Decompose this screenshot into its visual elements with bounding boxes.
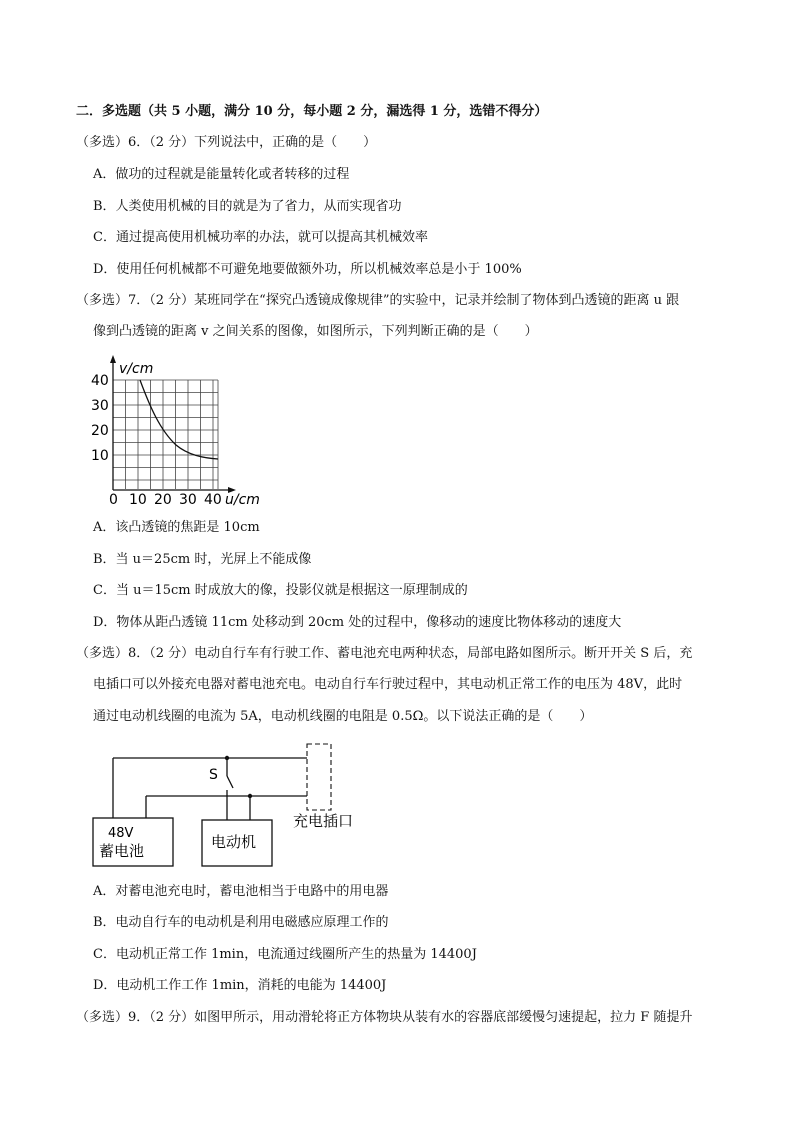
- q8-stem-line2: 电插口可以外接充电器对蓄电池充电。电动自行车行驶过程中，其电动机正常工作的电压为 48V，此时: [93, 677, 683, 692]
- y-tick-40: 40: [91, 373, 109, 389]
- q6-option-a[interactable]: A．做功的过程就是能量转化或者转移的过程: [93, 167, 350, 182]
- q7-stem-line2: 像到凸透镜的距离 v 之间关系的图像，如图所示，下列判断正确的是（ ）: [93, 324, 538, 339]
- q8-stem-line3: 通过电动机线圈的电流为 5A，电动机线圈的电阻是 0.5Ω。以下说法正确的是（ ）: [93, 709, 593, 724]
- x-tick-0: 0: [109, 492, 118, 508]
- charging-socket-label: 充电插口: [293, 812, 354, 830]
- q7-option-a[interactable]: A．该凸透镜的焦距是 10cm: [93, 520, 260, 535]
- battery-label: 蓄电池: [99, 842, 145, 860]
- q6-option-d[interactable]: D．使用任何机械都不可避免地要做额外功，所以机械效率总是小于 100%: [93, 262, 522, 277]
- x-tick-30: 30: [179, 492, 197, 508]
- x-tick-40: 40: [204, 492, 222, 508]
- charging-socket: [307, 744, 331, 810]
- q7-option-c[interactable]: C．当 u＝15cm 时成放大的像，投影仪就是根据这一原理制成的: [93, 583, 468, 598]
- q7-stem-line1: （多选）7．（2 分）某班同学在“探究凸透镜成像规律”的实验中，记录并绘制了物体到凸透镜的距离 u 跟: [76, 293, 680, 308]
- x-axis-label: u/cm: [225, 492, 260, 508]
- graph-grid: [113, 380, 218, 489]
- q7-option-d[interactable]: D．物体从距凸透镜 11cm 处移动到 20cm 处的过程中，像移动的速度比物体移动的速度大: [93, 615, 622, 630]
- y-tick-10: 10: [91, 448, 109, 464]
- q9-stem-line1: （多选）9．（2 分）如图甲所示，用动滑轮将正方体物块从装有水的容器底部缓慢匀速提起，拉力 F 随提升: [76, 1010, 693, 1025]
- y-tick-20: 20: [91, 423, 109, 439]
- x-tick-20: 20: [154, 492, 172, 508]
- switch-label: S: [209, 767, 218, 783]
- y-tick-30: 30: [91, 398, 109, 414]
- section-title: 二．多选题（共 5 小题，满分 10 分，每小题 2 分，漏选得 1 分，选错不得分）: [76, 104, 548, 119]
- q8-option-b[interactable]: B．电动自行车的电动机是利用电磁感应原理工作的: [93, 915, 389, 930]
- q6-option-b[interactable]: B．人类使用机械的目的就是为了省力，从而实现省功: [93, 199, 402, 214]
- q8-stem-line1: （多选）8．（2 分）电动自行车有行驶工作、蓄电池充电两种状态，局部电路如图所示。断开开关 S 后，充: [76, 646, 693, 661]
- junction-dot-top: [225, 756, 229, 760]
- q7-option-b[interactable]: B．当 u＝25cm 时，光屏上不能成像: [93, 552, 312, 567]
- q8-option-c[interactable]: C．电动机正常工作 1min，电流通过线圈所产生的热量为 14400J: [93, 947, 477, 962]
- y-axis-label: v/cm: [119, 361, 154, 377]
- q8-option-a[interactable]: A．对蓄电池充电时，蓄电池相当于电路中的用电器: [93, 884, 389, 899]
- junction-dot-middle: [248, 794, 252, 798]
- q6-stem: （多选）6．（2 分）下列说法中，正确的是（ ）: [76, 135, 377, 150]
- q8-option-d[interactable]: D．电动机工作工作 1min，消耗的电能为 14400J: [93, 978, 387, 993]
- uv-curve: [140, 380, 218, 459]
- x-tick-10: 10: [129, 492, 147, 508]
- lens-uv-graph: [88, 352, 268, 512]
- q6-option-c[interactable]: C．通过提高使用机械功率的办法，就可以提高其机械效率: [93, 230, 428, 245]
- battery-voltage-label: 48V: [108, 826, 134, 841]
- motor-label: 电动机: [211, 833, 257, 851]
- circuit-diagram: [88, 738, 378, 870]
